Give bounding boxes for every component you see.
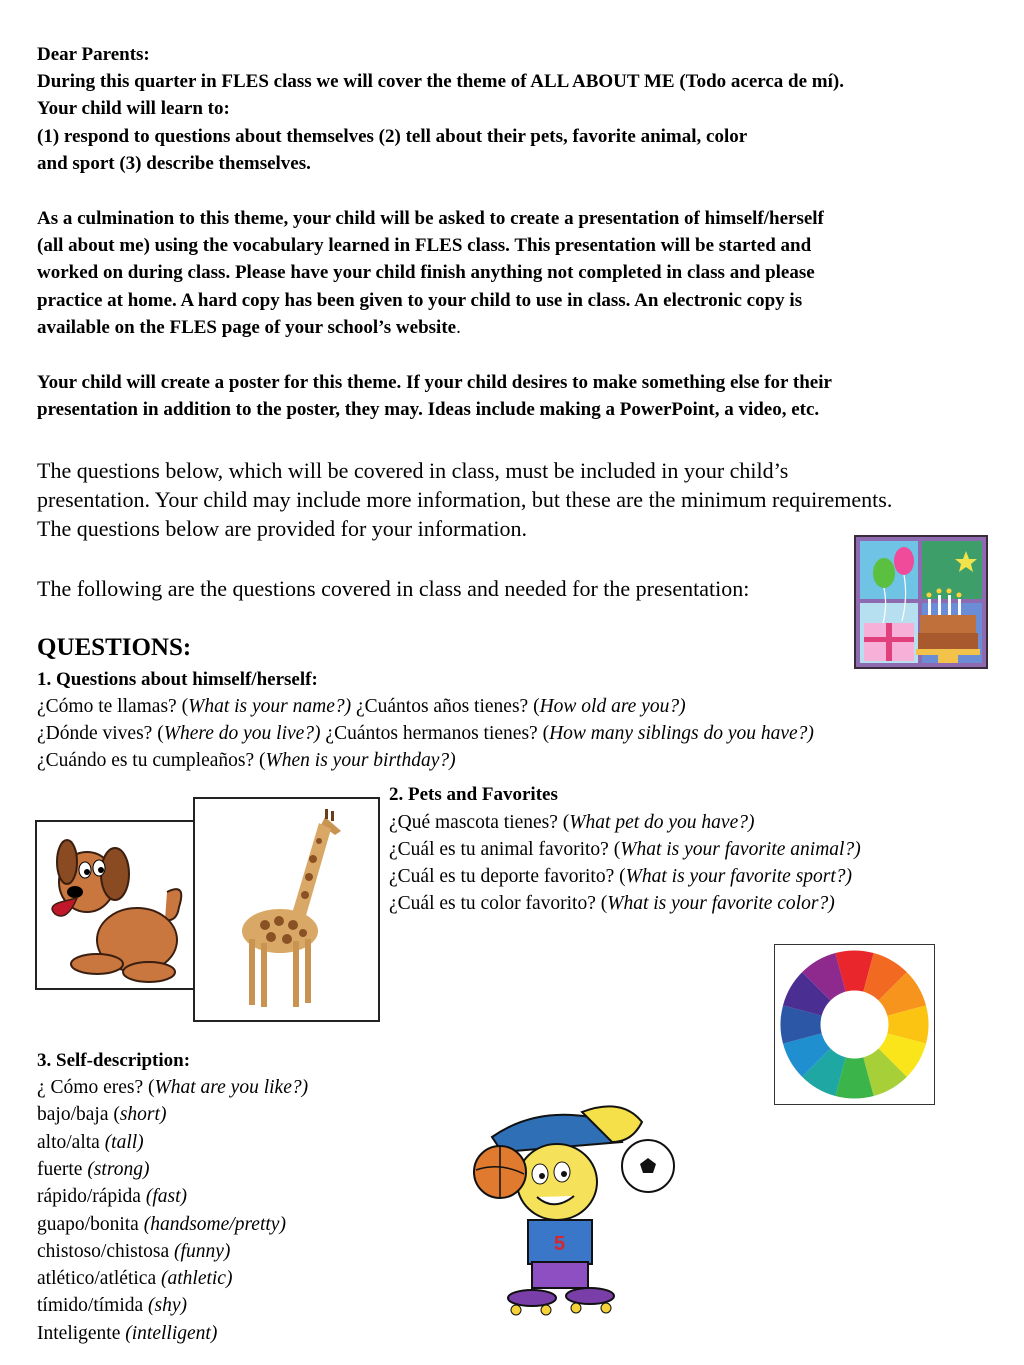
section3-item: ¿ Cómo eres? (What are you like?) — [37, 1077, 309, 1098]
dog-clipart-icon — [37, 822, 193, 988]
para2-line-2: (all about me) using the vocabulary learned in FLES class. This presentation will be started and — [37, 235, 812, 256]
para4-line-2: presentation. Your child may include more information, but these are the minimum requirements. — [37, 487, 893, 512]
greeting: Dear Parents: — [37, 44, 150, 65]
sports-kid-image — [462, 1102, 688, 1322]
section2-item: ¿Qué mascota tienes? (What pet do you have?) — [389, 812, 755, 833]
section3-item: Inteligente (intelligent) — [37, 1323, 218, 1344]
section1-row-2: ¿Dónde vives? (Where do you live?) ¿Cuántos hermanos tienes? (How many siblings do you have?) — [37, 723, 814, 744]
birthday-image — [854, 535, 988, 669]
para5: The following are the questions covered in class and needed for the presentation: — [37, 576, 750, 601]
goals-line-2: and sport (3) describe themselves. — [37, 153, 311, 174]
para2-line-4: practice at home. A hard copy has been given to your child to use in class. An electronic copy is — [37, 290, 803, 311]
section1-row-1: ¿Cómo te llamas? (What is your name?) ¿Cuántos años tienes? (How old are you?) — [37, 696, 686, 717]
section1-title: 1. Questions about himself/herself: — [37, 669, 318, 690]
section2-item: ¿Cuál es tu animal favorito? (What is your favorite animal?) — [389, 839, 861, 860]
goals-line-1: (1) respond to questions about themselves (2) tell about their pets, favorite animal, color — [37, 126, 748, 147]
color-wheel-image — [774, 944, 935, 1105]
section2-item: ¿Cuál es tu deporte favorito? (What is your favorite sport?) — [389, 866, 853, 887]
giraffe-image — [193, 797, 380, 1022]
para4-line-3: The questions below are provided for your information. — [37, 516, 527, 541]
section3-item: fuerte (strong) — [37, 1159, 150, 1180]
svg-text:5: 5 — [554, 1233, 566, 1255]
section2-item: ¿Cuál es tu color favorito? (What is your favorite color?) — [389, 893, 835, 914]
section3-item: atlético/atlética (athletic) — [37, 1268, 233, 1289]
giraffe-photo-icon — [195, 799, 378, 1020]
section3-title: 3. Self-description: — [37, 1050, 191, 1071]
section3-item: chistoso/chistosa (funny) — [37, 1241, 231, 1262]
para3-line-1: Your child will create a poster for this theme. If your child desires to make something else for their — [37, 372, 832, 393]
intro-line: During this quarter in FLES class we will cover the theme of ALL ABOUT ME (Todo acerca de mí). — [37, 71, 844, 92]
para2-line-1: As a culmination to this theme, your child will be asked to create a presentation of himself/herself — [37, 208, 824, 229]
sports-kid-clipart-icon — [462, 1102, 688, 1322]
learn-line: Your child will learn to: — [37, 98, 230, 119]
section3-item: guapo/bonita (handsome/pretty) — [37, 1214, 286, 1235]
section2-title: 2. Pets and Favorites — [389, 784, 558, 805]
para3-line-2: presentation in addition to the poster, they may. Ideas include making a PowerPoint, a video, etc. — [37, 399, 820, 420]
para4-line-1: The questions below, which will be covered in class, must be included in your child’s — [37, 458, 789, 483]
questions-heading: QUESTIONS: — [37, 634, 192, 661]
birthday-clipart-icon — [856, 537, 986, 667]
section3-item: tímido/tímida (shy) — [37, 1295, 188, 1316]
section1-row-3: ¿Cuándo es tu cumpleaños? (When is your birthday?) — [37, 750, 456, 771]
section3-item: bajo/baja (short) — [37, 1104, 167, 1125]
para2-line-3: worked on during class. Please have your child finish anything not completed in class and please — [37, 262, 815, 283]
para2-line-5: available on the FLES page of your school’s website. — [37, 317, 461, 338]
section3-item: alto/alta (tall) — [37, 1132, 144, 1153]
section3-item: rápido/rápida (fast) — [37, 1186, 188, 1207]
color-wheel-icon — [775, 945, 934, 1104]
dog-image — [35, 820, 195, 990]
